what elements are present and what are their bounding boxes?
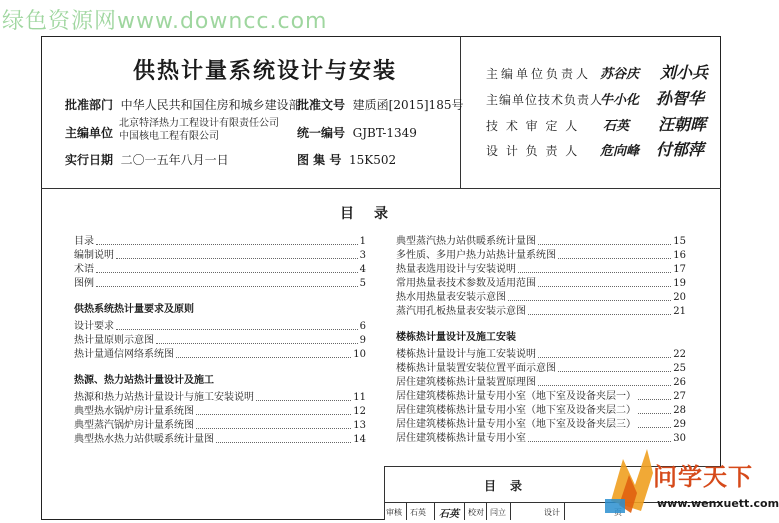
meta-atlas [297,151,396,168]
toc-section-title: 热源、热力站热计量设计及施工 [74,375,214,386]
unified-no-label: 统一编号 [297,126,346,140]
toc-leader-dots [256,400,351,401]
toc-leader-dots [538,286,671,287]
toc-item-page: 13 [353,420,366,431]
toc-item-title: 典型热水热力站供暖系统计量图 [74,434,214,445]
cell-line [486,502,487,520]
toc-leader-dots [558,371,671,372]
toc-item[interactable] [74,235,366,249]
cell-line [564,502,565,520]
editor-org-1: 北京特泽热力工程设计有限责任公司 [119,118,279,129]
toc-item-title: 居住建筑楼栋热计量专用小室（地下室及设备夹层三） [396,419,636,430]
toc-leader-dots [518,272,671,273]
toc-item[interactable] [396,362,686,376]
resp-row-3 [486,117,579,134]
toc-item[interactable] [74,391,366,405]
editor-orgs [119,117,279,143]
toc-item-title: 热量表选用设计与安装说明 [396,264,516,275]
meta-unified-no [297,124,417,141]
toc-leader-dots [528,314,671,315]
approve-dept-label: 批准部门 [65,98,114,112]
unified-no-value: GJBT-1349 [352,126,417,140]
meta-effective [65,151,229,168]
toc-item-title: 典型蒸汽锅炉房计量系统图 [74,420,194,431]
title-block-left-line [384,466,385,520]
signature: 刘小兵 [660,63,709,82]
toc-item-title: 典型蒸汽热力站供暖系统计量图 [396,236,536,247]
toc-item-page: 30 [673,433,686,444]
toc-item[interactable] [396,390,686,404]
toc-item-page: 20 [673,292,686,303]
toc-item-title: 楼栋热计量设计与施工安装说明 [396,349,536,360]
toc-item[interactable] [396,418,686,432]
header-divider [41,188,721,189]
toc-item-title: 居住建筑楼栋热计量专用小室（地下室及设备夹层二） [396,405,636,416]
toc-item[interactable] [74,249,366,263]
toc-item-title: 居住建筑楼栋热计量专用小室 [396,433,526,444]
toc-item-page: 19 [673,278,686,289]
toc-leader-dots [196,428,351,429]
toc-item[interactable] [396,348,686,362]
toc-section-title: 楼栋热计量设计及施工安装 [396,332,516,343]
brand-logo [601,441,779,519]
toc-leader-dots [558,258,671,259]
title-block-name: 目录 [484,479,537,493]
toc-item[interactable] [74,263,366,277]
resp-role: 主编单位技术负责人 [486,93,604,107]
toc-item[interactable] [74,405,366,419]
toc-item-page: 4 [359,264,366,275]
toc-item-page: 22 [673,349,686,360]
toc-item-page: 16 [673,250,686,261]
toc-item-page: 26 [673,377,686,388]
toc-item[interactable] [396,291,686,305]
atlas-value: 15K502 [349,153,397,167]
toc-item-page: 3 [359,250,366,261]
toc-item-title: 居住建筑楼栋热计量专用小室（地下室及设备夹层一） [396,391,636,402]
approve-doc-label: 批准文号 [297,98,346,112]
toc-leader-dots [216,442,351,443]
toc-item-page: 10 [353,349,366,360]
toc-leader-dots [96,244,358,245]
brand-name: 问学天下 [653,463,753,491]
toc-item-title: 目录 [74,236,94,247]
toc-item-page: 1 [359,236,366,247]
toc-item-page: 6 [359,321,366,332]
signature: 危向峰 [600,144,640,159]
toc-item[interactable] [396,404,686,418]
toc-item-title: 热计量原则示意图 [74,335,154,346]
toc-item[interactable] [74,419,366,433]
toc-item-page: 27 [673,391,686,402]
approve-dept-value: 中华人民共和国住房和城乡建设部 [120,98,301,112]
meta-approve-doc [297,96,463,113]
resp-role: 技 术 审 定 人 [486,119,580,133]
toc-item-page: 28 [673,405,686,416]
toc-item-page: 14 [353,434,366,445]
check-name: 闫立 [490,508,506,517]
toc-item-title: 术语 [74,264,94,275]
toc-item-title: 楼栋热计量装置安装位置平面示意图 [396,363,556,374]
signature: 汪朝晖 [658,115,707,134]
toc-right-column [396,235,686,446]
toc-leader-dots [176,357,351,358]
toc-item-title: 典型热水锅炉房计量系统图 [74,406,194,417]
review-label: 审核 [386,508,402,517]
resp-row-2 [486,91,603,108]
check-label: 校对 [468,508,484,517]
toc-item-page: 9 [359,335,366,346]
toc-item[interactable] [396,376,686,390]
cell-line [464,502,465,520]
toc-leader-dots [156,343,358,344]
toc-item-page: 11 [353,392,366,403]
cell-line [406,502,407,520]
resp-role: 设 计 负 责 人 [486,144,580,158]
toc-heading: 目录 [340,206,408,222]
toc-item-title: 热水用热量表安装示意图 [396,292,506,303]
toc-item-page: 21 [673,306,686,317]
toc-item-page: 17 [673,264,686,275]
toc-item-page: 25 [673,363,686,374]
toc-item-title: 热源和热力站热计量设计与施工安装说明 [74,392,254,403]
toc-leader-dots [196,414,351,415]
resp-row-4 [486,142,579,159]
approve-doc-value: 建质函[2015]185号 [352,98,464,112]
toc-leader-dots [508,300,671,301]
toc-section-title: 供热系统热计量要求及原则 [74,304,194,315]
toc-item[interactable] [396,277,686,291]
design-label: 设计 [544,508,560,517]
toc-left-column [74,235,366,447]
toc-item-title: 热计量通信网络系统图 [74,349,174,360]
toc-leader-dots [96,286,358,287]
toc-item[interactable] [74,277,366,291]
signature: 牛小化 [600,93,640,108]
editor-org-2: 中国核电工程有限公司 [119,131,219,142]
toc-item-title: 图例 [74,278,94,289]
toc-leader-dots [638,399,671,400]
signature: 付郁萍 [656,140,705,159]
toc-item[interactable] [396,235,686,249]
page-title: 供热计量系统设计与安装 [132,58,397,84]
toc-item-page: 29 [673,419,686,430]
effective-label: 实行日期 [65,153,114,167]
toc-leader-dots [96,272,358,273]
effective-value: 二〇一五年八月一日 [120,153,229,167]
toc-item-title: 居住建筑楼栋热计量装置原理图 [396,377,536,388]
toc-leader-dots [116,329,358,330]
toc-item[interactable] [74,334,366,348]
toc-item-title: 多性质、多用户热力站热计量系统图 [396,250,556,261]
toc-leader-dots [538,357,671,358]
toc-item-title: 编制说明 [74,250,114,261]
signature: 苏谷庆 [600,67,640,82]
signature: 石英 [603,119,630,134]
meta-approve-dept [65,96,301,113]
resp-role: 主编单位负责人 [486,67,592,81]
signature: 孙智华 [656,89,705,108]
resp-row-1 [486,65,591,82]
cell-line [434,502,435,520]
review-signature: 石英 [439,509,459,520]
review-name: 石英 [410,508,426,517]
toc-leader-dots [638,427,671,428]
toc-item[interactable] [74,348,366,362]
watermark-top: 绿色资源网www.downcc.com [2,9,328,34]
toc-item-page: 12 [353,406,366,417]
toc-item[interactable] [396,263,686,277]
toc-item-title: 设计要求 [74,321,114,332]
brand-url: www.wenxuett.com [657,497,779,510]
editor-label [65,124,113,141]
toc-leader-dots [538,244,671,245]
editor-label-text: 主编单位 [65,126,114,140]
toc-item-page: 5 [359,278,366,289]
toc-item-title: 常用热量表技术参数及适用范围 [396,278,536,289]
toc-item-page: 15 [673,236,686,247]
toc-item-title: 蒸汽用孔板热量表安装示意图 [396,306,526,317]
toc-item[interactable] [74,320,366,334]
toc-leader-dots [638,413,671,414]
toc-leader-dots [116,258,358,259]
toc-leader-dots [538,385,671,386]
toc-item[interactable] [396,305,686,319]
cell-line [510,502,511,520]
toc-item[interactable] [396,249,686,263]
toc-item[interactable] [74,433,366,447]
atlas-label: 图 集 号 [297,153,342,167]
